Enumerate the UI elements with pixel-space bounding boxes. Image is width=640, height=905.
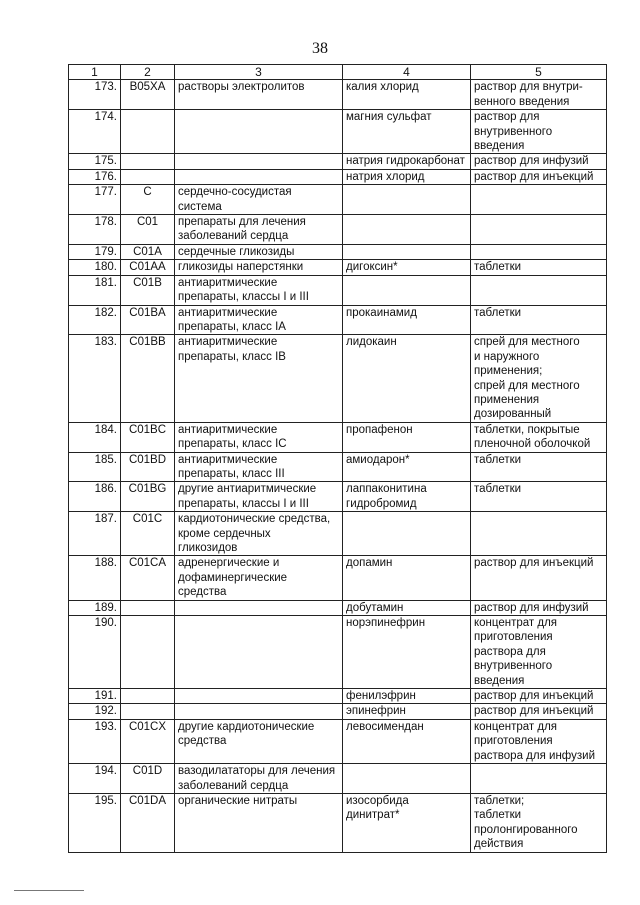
table-row [69,512,607,556]
row-number: 180. [69,260,121,275]
dosage-form: раствор для инъекций [471,689,607,704]
dosage-form: концентрат для приготовления раствора для инфузий [471,719,607,763]
drug-name: амиодарон* [343,452,471,482]
dosage-form: таблетки, покрытые пленочной оболочкой [471,422,607,452]
dosage-form: таблетки [471,482,607,512]
atc-code: C01BA [121,305,175,335]
dosage-form: раствор для инъекций [471,169,607,184]
table-row [69,305,607,335]
row-number: 179. [69,244,121,259]
drug-name [343,764,471,794]
dosage-form: раствор для внутривенного введения [471,110,607,154]
dosage-form: раствор для инфузий [471,600,607,615]
anatomical-group: вазодилататоры для лечения заболеваний сердца [175,764,343,794]
dosage-form: таблетки; таблетки пролонгированного действия [471,793,607,852]
row-number: 195. [69,793,121,852]
row-number: 181. [69,275,121,305]
dosage-form: спрей для местного и наружного применения; спрей для местного применения дозированный [471,335,607,422]
row-number: 174. [69,110,121,154]
drug-name: эпинефрин [343,704,471,719]
atc-code: C01CA [121,556,175,600]
drug-name: левосимендан [343,719,471,763]
column-header: 4 [343,65,471,80]
anatomical-group: препараты для лечения заболеваний сердца [175,215,343,245]
anatomical-group: органические нитраты [175,793,343,852]
dosage-form: раствор для внутри- венного введения [471,80,607,110]
dosage-form [471,764,607,794]
anatomical-group: другие антиаритмические препараты, классы I и III [175,482,343,512]
atc-code [121,110,175,154]
table-row [69,764,607,794]
anatomical-group: антиаритмические препараты, класс III [175,452,343,482]
atc-code: C01A [121,244,175,259]
drug-name [343,215,471,245]
drug-table [68,64,607,853]
drug-name: прокаинамид [343,305,471,335]
anatomical-group: антиаритмические препараты, класс IA [175,305,343,335]
drug-name: допамин [343,556,471,600]
dosage-form: раствор для инъекций [471,704,607,719]
anatomical-group: антиаритмические препараты, класс IC [175,422,343,452]
row-number: 188. [69,556,121,600]
table-row [69,616,607,689]
table-row [69,154,607,169]
table-row [69,244,607,259]
dosage-form: концентрат для приготовления раствора для внутривенного введения [471,616,607,689]
table-row [69,793,607,852]
table-header-row [69,65,607,80]
atc-code [121,169,175,184]
atc-code: C [121,185,175,215]
row-number: 183. [69,335,121,422]
row-number: 189. [69,600,121,615]
table-row [69,215,607,245]
anatomical-group [175,169,343,184]
dosage-form [471,185,607,215]
row-number: 191. [69,689,121,704]
dosage-form [471,512,607,556]
anatomical-group [175,154,343,169]
atc-code: C01BG [121,482,175,512]
table-row [69,556,607,600]
drug-name [343,275,471,305]
atc-code: C01D [121,764,175,794]
column-header: 5 [471,65,607,80]
row-number: 182. [69,305,121,335]
atc-code [121,704,175,719]
atc-code [121,600,175,615]
table-row [69,452,607,482]
row-number: 187. [69,512,121,556]
anatomical-group: гликозиды наперстянки [175,260,343,275]
table-row [69,335,607,422]
drug-name: натрия хлорид [343,169,471,184]
drug-name: дигоксин* [343,260,471,275]
table-row [69,275,607,305]
column-header: 1 [69,65,121,80]
drug-name [343,244,471,259]
anatomical-group: растворы электролитов [175,80,343,110]
atc-code: C01B [121,275,175,305]
anatomical-group: адренергические и дофаминергические средства [175,556,343,600]
row-number: 177. [69,185,121,215]
anatomical-group [175,600,343,615]
atc-code: C01C [121,512,175,556]
page-number: 38 [312,40,328,57]
table-row [69,169,607,184]
atc-code: C01BB [121,335,175,422]
atc-code: C01CX [121,719,175,763]
dosage-form: таблетки [471,305,607,335]
anatomical-group: антиаритмические препараты, класс IB [175,335,343,422]
anatomical-group: другие кардиотонические средства [175,719,343,763]
atc-code: C01BD [121,452,175,482]
drug-name: лидокаин [343,335,471,422]
row-number: 186. [69,482,121,512]
column-header: 2 [121,65,175,80]
dosage-form: раствор для инфузий [471,154,607,169]
table-row [69,704,607,719]
table-row [69,689,607,704]
row-number: 190. [69,616,121,689]
anatomical-group [175,704,343,719]
drug-name [343,512,471,556]
atc-code: B05XA [121,80,175,110]
atc-code [121,154,175,169]
row-number: 194. [69,764,121,794]
row-number: 178. [69,215,121,245]
anatomical-group [175,110,343,154]
atc-code [121,616,175,689]
row-number: 185. [69,452,121,482]
table-row [69,600,607,615]
anatomical-group: кардиотонические средства, кроме сердечных гликозидов [175,512,343,556]
row-number: 173. [69,80,121,110]
drug-name: норэпинефрин [343,616,471,689]
anatomical-group [175,616,343,689]
dosage-form [471,244,607,259]
anatomical-group: сердечно-сосудистая система [175,185,343,215]
table-row [69,719,607,763]
drug-name: пропафенон [343,422,471,452]
atc-code: C01DA [121,793,175,852]
drug-name: лаппаконитина гидробромид [343,482,471,512]
table-row [69,422,607,452]
atc-code: C01BC [121,422,175,452]
table-row [69,260,607,275]
drug-name: магния сульфат [343,110,471,154]
drug-name: натрия гидрокарбонат [343,154,471,169]
atc-code [121,689,175,704]
drug-name: добутамин [343,600,471,615]
column-header: 3 [175,65,343,80]
dosage-form [471,215,607,245]
row-number: 193. [69,719,121,763]
anatomical-group: сердечные гликозиды [175,244,343,259]
drug-name [343,185,471,215]
dosage-form [471,275,607,305]
atc-code: C01AA [121,260,175,275]
row-number: 175. [69,154,121,169]
footer-divider [14,890,84,891]
anatomical-group [175,689,343,704]
drug-name: фенилэфрин [343,689,471,704]
row-number: 192. [69,704,121,719]
anatomical-group: антиаритмические препараты, классы I и III [175,275,343,305]
drug-name: изосорбида динитрат* [343,793,471,852]
table-row [69,482,607,512]
table-row [69,80,607,110]
table-row [69,185,607,215]
row-number: 184. [69,422,121,452]
dosage-form: таблетки [471,260,607,275]
row-number: 176. [69,169,121,184]
dosage-form: раствор для инъекций [471,556,607,600]
atc-code: C01 [121,215,175,245]
table-row [69,110,607,154]
dosage-form: таблетки [471,452,607,482]
drug-name: калия хлорид [343,80,471,110]
